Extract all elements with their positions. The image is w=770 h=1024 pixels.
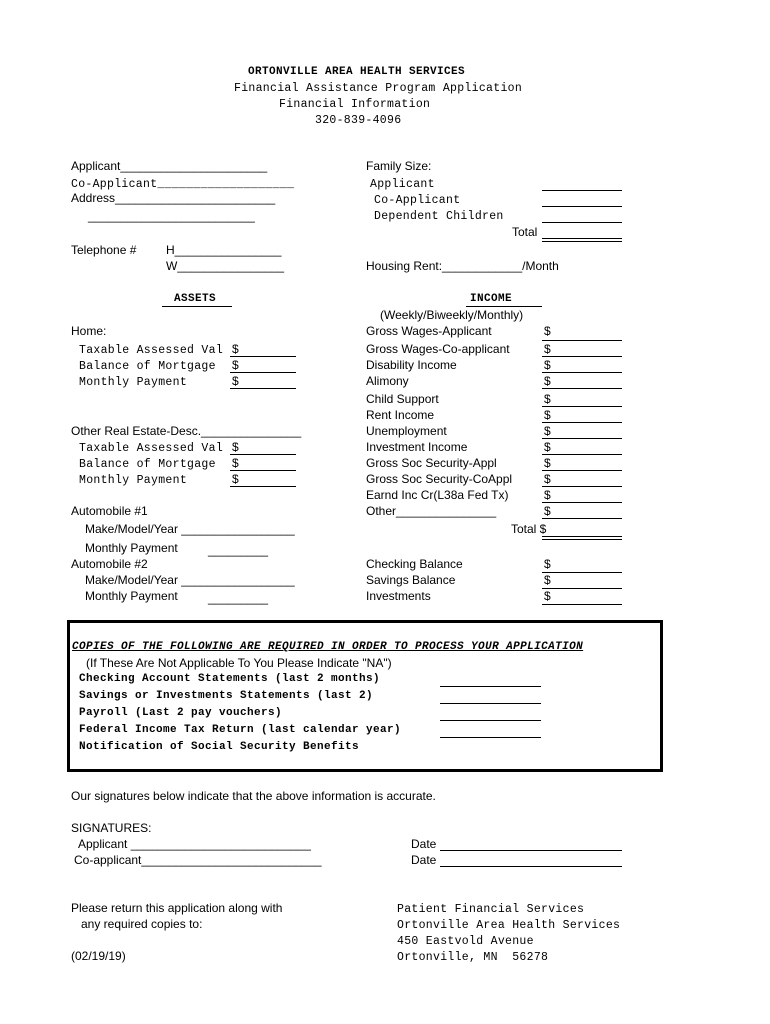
family-applicant-input[interactable]	[542, 190, 622, 191]
org-name: ORTONVILLE AREA HEALTH SERVICES	[248, 66, 466, 78]
applicant-date-input[interactable]	[440, 850, 622, 851]
income-other-field[interactable]: Other_______________	[366, 504, 497, 518]
date-label: Date	[411, 837, 437, 851]
requirements-title: COPIES OF THE FOLLOWING ARE REQUIRED IN ORDER TO PROCESS YOUR APPLICATION	[72, 641, 584, 653]
requirement-checking-input[interactable]	[440, 686, 541, 687]
assets-title: ASSETS	[174, 293, 217, 305]
work-phone-field[interactable]: W________________	[166, 259, 285, 273]
home-payment-input[interactable]	[230, 388, 296, 389]
return-instructions-line1: Please return this application along with	[71, 901, 283, 915]
dollar-sign: $	[544, 504, 551, 518]
co-applicant-date-input[interactable]	[440, 866, 622, 867]
other-real-estate-field[interactable]: Other Real Estate-Desc._______________	[71, 424, 302, 438]
dollar-sign: $	[544, 589, 551, 603]
income-item: Alimony	[366, 374, 409, 388]
form-date-code: (02/19/19)	[71, 949, 126, 963]
requirements-note: (If These Are Not Applicable To You Please Indicate "NA")	[86, 656, 392, 670]
income-input[interactable]	[542, 422, 622, 423]
dollar-sign: $	[544, 392, 551, 406]
housing-rent-field[interactable]: Housing Rent:____________/Month	[366, 259, 559, 273]
savings-balance-label: Savings Balance	[366, 573, 456, 587]
requirement-item: Payroll (Last 2 pay vouchers)	[79, 707, 283, 719]
dollar-sign: $	[544, 342, 551, 356]
auto2-make-field[interactable]: Make/Model/Year _________________	[85, 573, 295, 587]
income-input[interactable]	[542, 438, 622, 439]
co-applicant-field[interactable]: Co-Applicant___________________	[71, 178, 295, 191]
income-input[interactable]	[542, 486, 622, 487]
dollar-sign: $	[544, 573, 551, 587]
family-size-title: Family Size:	[366, 159, 432, 173]
investments-label: Investments	[366, 589, 431, 603]
family-children-label: Dependent Children	[374, 210, 504, 223]
applicant-field[interactable]: Applicant______________________	[71, 159, 268, 173]
return-address-line: Patient Financial Services	[397, 903, 585, 916]
requirement-tax-input[interactable]	[440, 737, 541, 738]
dollar-sign: $	[232, 342, 239, 356]
income-period: (Weekly/Biweekly/Monthly)	[380, 308, 524, 322]
return-instructions-line2: any required copies to:	[81, 917, 203, 931]
income-title: INCOME	[470, 293, 513, 305]
dollar-sign: $	[232, 374, 239, 388]
checking-balance-input[interactable]	[542, 572, 622, 573]
return-address-line: Ortonville Area Health Services	[397, 919, 621, 932]
family-total-input[interactable]	[542, 238, 622, 242]
income-item: Child Support	[366, 392, 439, 406]
income-item: Gross Soc Security-Appl	[366, 456, 497, 470]
family-co-applicant-input[interactable]	[542, 206, 622, 207]
assets-title-rule	[162, 306, 232, 307]
income-item: Gross Soc Security-CoAppl	[366, 472, 513, 486]
address-line-2[interactable]: _________________________	[88, 209, 255, 223]
investments-input[interactable]	[542, 604, 622, 605]
income-input[interactable]	[542, 406, 622, 407]
home-taxable-input[interactable]	[230, 356, 296, 357]
income-title-rule	[466, 306, 542, 307]
auto2-payment-label: Monthly Payment	[85, 589, 178, 603]
auto1-payment-label: Monthly Payment	[85, 541, 178, 555]
auto2-label: Automobile #2	[71, 557, 148, 571]
requirement-savings-input[interactable]	[440, 703, 541, 704]
income-item: Gross Wages-Applicant	[366, 324, 492, 338]
dollar-sign: $	[232, 456, 239, 470]
income-item: Gross Wages-Co-applicant	[366, 342, 510, 356]
requirement-item: Federal Income Tax Return (last calendar year)	[79, 724, 402, 736]
income-total-label: Total $	[511, 522, 547, 536]
dollar-sign: $	[544, 440, 551, 454]
auto2-payment-input[interactable]: _________	[208, 591, 269, 605]
savings-balance-input[interactable]	[542, 588, 622, 589]
checking-balance-label: Checking Balance	[366, 557, 463, 571]
income-input[interactable]	[542, 518, 622, 519]
dollar-sign: $	[544, 557, 551, 571]
dollar-sign: $	[232, 358, 239, 372]
dollar-sign: $	[544, 472, 551, 486]
auto1-label: Automobile #1	[71, 504, 148, 518]
income-input[interactable]	[542, 454, 622, 455]
applicant-signature-field[interactable]: Applicant ___________________________	[78, 837, 311, 851]
income-item: Investment Income	[366, 440, 468, 454]
re-taxable-label: Taxable Assessed Val	[79, 442, 224, 455]
income-input[interactable]	[542, 340, 622, 341]
signature-statement: Our signatures below indicate that the above information is accurate.	[71, 789, 436, 803]
home-phone-field[interactable]: H________________	[166, 243, 282, 257]
dollar-sign: $	[544, 324, 551, 338]
return-address-line: Ortonville, MN 56278	[397, 951, 549, 964]
home-mortgage-label: Balance of Mortgage	[79, 360, 216, 373]
requirement-item: Checking Account Statements (last 2 months)	[79, 673, 381, 685]
income-input[interactable]	[542, 356, 622, 357]
home-label: Home:	[71, 324, 107, 338]
auto1-make-field[interactable]: Make/Model/Year _________________	[85, 522, 295, 536]
income-input[interactable]	[542, 502, 622, 503]
auto1-payment-input[interactable]: _________	[208, 543, 269, 557]
requirement-payroll-input[interactable]	[440, 720, 541, 721]
income-item: Disability Income	[366, 358, 457, 372]
family-children-input[interactable]	[542, 222, 622, 223]
requirement-item: Savings or Investments Statements (last 2)	[79, 690, 374, 702]
re-payment-label: Monthly Payment	[79, 474, 188, 487]
signatures-title: SIGNATURES:	[71, 821, 152, 835]
income-item: Earnd Inc Cr(L38a Fed Tx)	[366, 488, 509, 502]
dollar-sign: $	[544, 358, 551, 372]
income-item: Rent Income	[366, 408, 435, 422]
income-input[interactable]	[542, 372, 622, 373]
re-payment-input[interactable]	[230, 486, 296, 487]
dollar-sign: $	[544, 374, 551, 388]
income-input[interactable]	[542, 388, 622, 389]
dollar-sign: $	[544, 456, 551, 470]
home-mortgage-input[interactable]	[230, 372, 296, 373]
date-label: Date	[411, 853, 437, 867]
family-applicant-label: Applicant	[370, 178, 435, 191]
form-title: Financial Assistance Program Application	[234, 82, 523, 95]
re-mortgage-input[interactable]	[230, 470, 296, 471]
dollar-sign: $	[544, 408, 551, 422]
dollar-sign: $	[232, 472, 239, 486]
section-title: Financial Information	[279, 98, 431, 111]
address-field[interactable]: Address________________________	[71, 191, 276, 205]
dollar-sign: $	[232, 440, 239, 454]
co-applicant-signature-field[interactable]: Co-applicant___________________________	[74, 853, 322, 867]
home-taxable-label: Taxable Assessed Val	[79, 344, 224, 357]
requirement-item: Notification of Social Security Benefits	[79, 741, 360, 753]
phone-number: 320-839-4096	[315, 114, 402, 127]
telephone-label: Telephone #	[71, 243, 137, 257]
family-co-applicant-label: Co-Applicant	[374, 194, 461, 207]
dollar-sign: $	[544, 488, 551, 502]
re-mortgage-label: Balance of Mortgage	[79, 458, 216, 471]
home-payment-label: Monthly Payment	[79, 376, 188, 389]
return-address-line: 450 Eastvold Avenue	[397, 935, 534, 948]
income-input[interactable]	[542, 470, 622, 471]
re-taxable-input[interactable]	[230, 454, 296, 455]
income-total-input[interactable]	[542, 536, 622, 540]
income-item: Unemployment	[366, 424, 447, 438]
dollar-sign: $	[544, 424, 551, 438]
family-total-label: Total	[512, 225, 538, 239]
